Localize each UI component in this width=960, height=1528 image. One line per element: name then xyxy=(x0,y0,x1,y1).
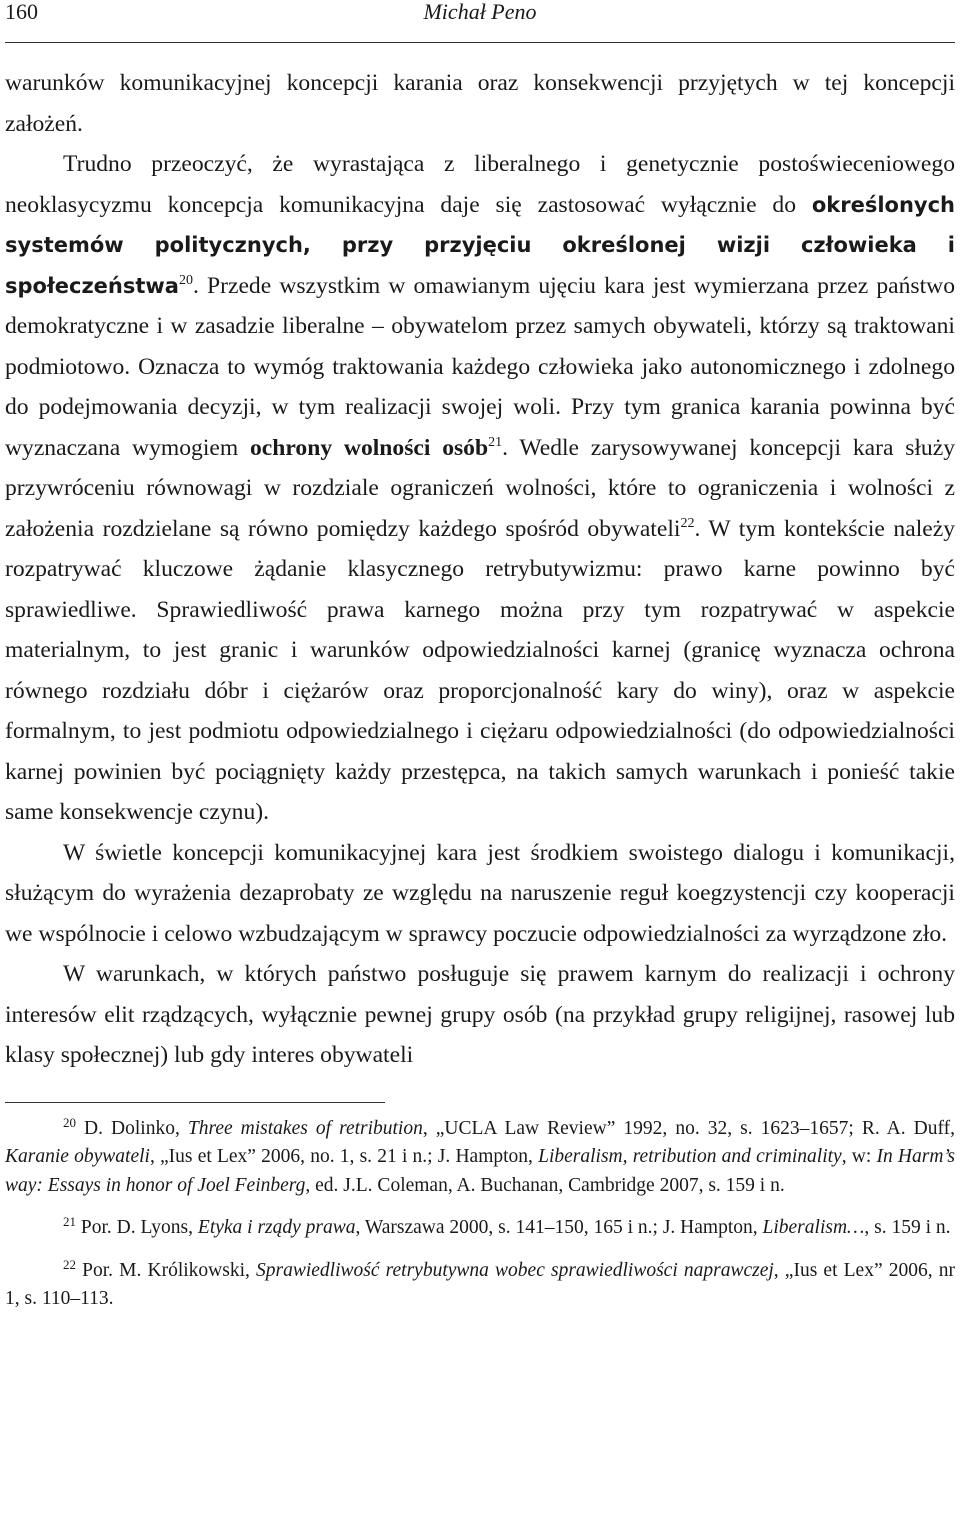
paragraph-4: W warunkach, w których państwo posługuje się prawem karnym do realizacji i ochrony interesów elit rządzących, wyłącznie pewnej grupy osób (na przykład grupy religijnej, rasowej lub klasy społecznej) lub gdy interes obywateli xyxy=(5,961,955,1068)
footnote-ref-21[interactable]: 21 xyxy=(488,434,503,450)
page-number: 160 xyxy=(5,0,38,24)
paragraph-2: Trudno przeoczyć, że wyrastająca z liberalnego i genetycznie postoświeceniowego neoklasycyzmu koncepcja komunikacyjna daje się zastosować wyłącznie do określonych systemów politycznych, przy przyjęciu określonej wizji człowieka i społeczeństwa$^{20}$. Przede wszystkim w omawianym ujęciu kara jest wymierzana przez państwo demokratyczne i w zasadzie liberalne – obywatelom przez samych obywateli, którzy są traktowani podmiotowo. Oznacza to wymóg traktowania każdego człowieka jako autonomicznego i zdolnego do podejmowania decyzji, w tym realizacji swojej woli. Przy tym granica karania powinna być wyznaczana wymogiem ochrony wolności osób$^{21}$. Wedle zarysowywanej koncepcji kara służy przywróceniu równowagi w rozdziale ograniczeń wolności, które to ograniczenia i wolności z założenia rozdzielane są równo pomiędzy każdego spośród obywateli$^{22}$. W tym kontekście należy rozpatrywać kluczowe żądanie klasycznego retrybutywizmu: prawo karne powinno być sprawiedliwe. Sprawiedliwość prawa karnego można przy tym rozpatrywać w aspekcie materialnym, to jest granic i warunków odpowiedzialności karnej (granicę wyznacza ochrona równego rozdziału dóbr i ciężarów oraz proporcjonalność kary do winy), oraz w aspekcie formalnym, to jest podmiotu odpowiedzialnego i ciężaru odpowiedzialności (do odpowiedzialności karnej powinien być pociągnięty każdy przestępca, na takich samych warunkach i ponieść takie same konsekwencje czynu). xyxy=(5,151,955,825)
main-text xyxy=(5,63,955,1076)
footnote-ref-20[interactable]: 20 xyxy=(178,272,193,288)
paragraph-continuation: warunków komunikacyjnej koncepcji karania oraz konsekwencji przyjętych w tej koncepcji założeń. xyxy=(5,70,955,137)
running-head-author: Michał Peno xyxy=(423,0,537,24)
footnote-ref-22[interactable]: 22 xyxy=(680,515,695,531)
footnote-22: $^{22}$ Por. M. Królikowski, Sprawiedliwość retrybutywna wobec sprawiedliwości naprawczej, „Ius et Lex” 2006, nr 1, s. 110–113. xyxy=(5,1256,955,1309)
footnote-number: 20 xyxy=(63,1114,76,1130)
book-page xyxy=(5,0,955,1328)
running-header xyxy=(5,0,955,43)
footnote-number: 22 xyxy=(63,1256,76,1272)
footnote-number: 21 xyxy=(63,1214,76,1229)
emphasis-bold-1: określonych systemów politycznych, przy przyjęciu określonej wizji człowieka i społeczeństwa xyxy=(5,192,955,298)
footnotes xyxy=(5,1115,955,1314)
footnote-separator xyxy=(5,1102,385,1103)
footnote-20: $^{20}$ D. Dolinko, Three mistakes of retribution, „UCLA Law Review” 1992, no. 32, s. 1623–1657; R. A. Duff, Karanie obywateli, „Ius et Lex” 2006, no. 1, s. 21 i n.; J. Hampton, Liberalism, retribution and criminality, w: In Harm’s way: Essays in honor of Joel Feinberg, ed. J.L. Coleman, A. Buchanan, Cambridge 2007, s. 159 i n. xyxy=(5,1114,956,1196)
emphasis-bold-2: ochrony wolności osób xyxy=(249,434,489,461)
footnote-21: $^{21}$ Por. D. Lyons, Etyka i rządy prawa, Warszawa 2000, s. 141–150, 165 i n.; J. Hampton, Liberalism…, s. 159 i n. xyxy=(63,1214,951,1238)
paragraph-3: W świetle koncepcji komunikacyjnej kara jest środkiem swoistego dialogu i komunikacji, służącym do wyrażenia dezaprobaty ze względu na naruszenie reguł koegzystencji czy kooperacji we wspólnocie i celowo wzbudzającym w sprawcy poczucie odpowiedzialności za wyrządzone zło. xyxy=(5,839,955,947)
